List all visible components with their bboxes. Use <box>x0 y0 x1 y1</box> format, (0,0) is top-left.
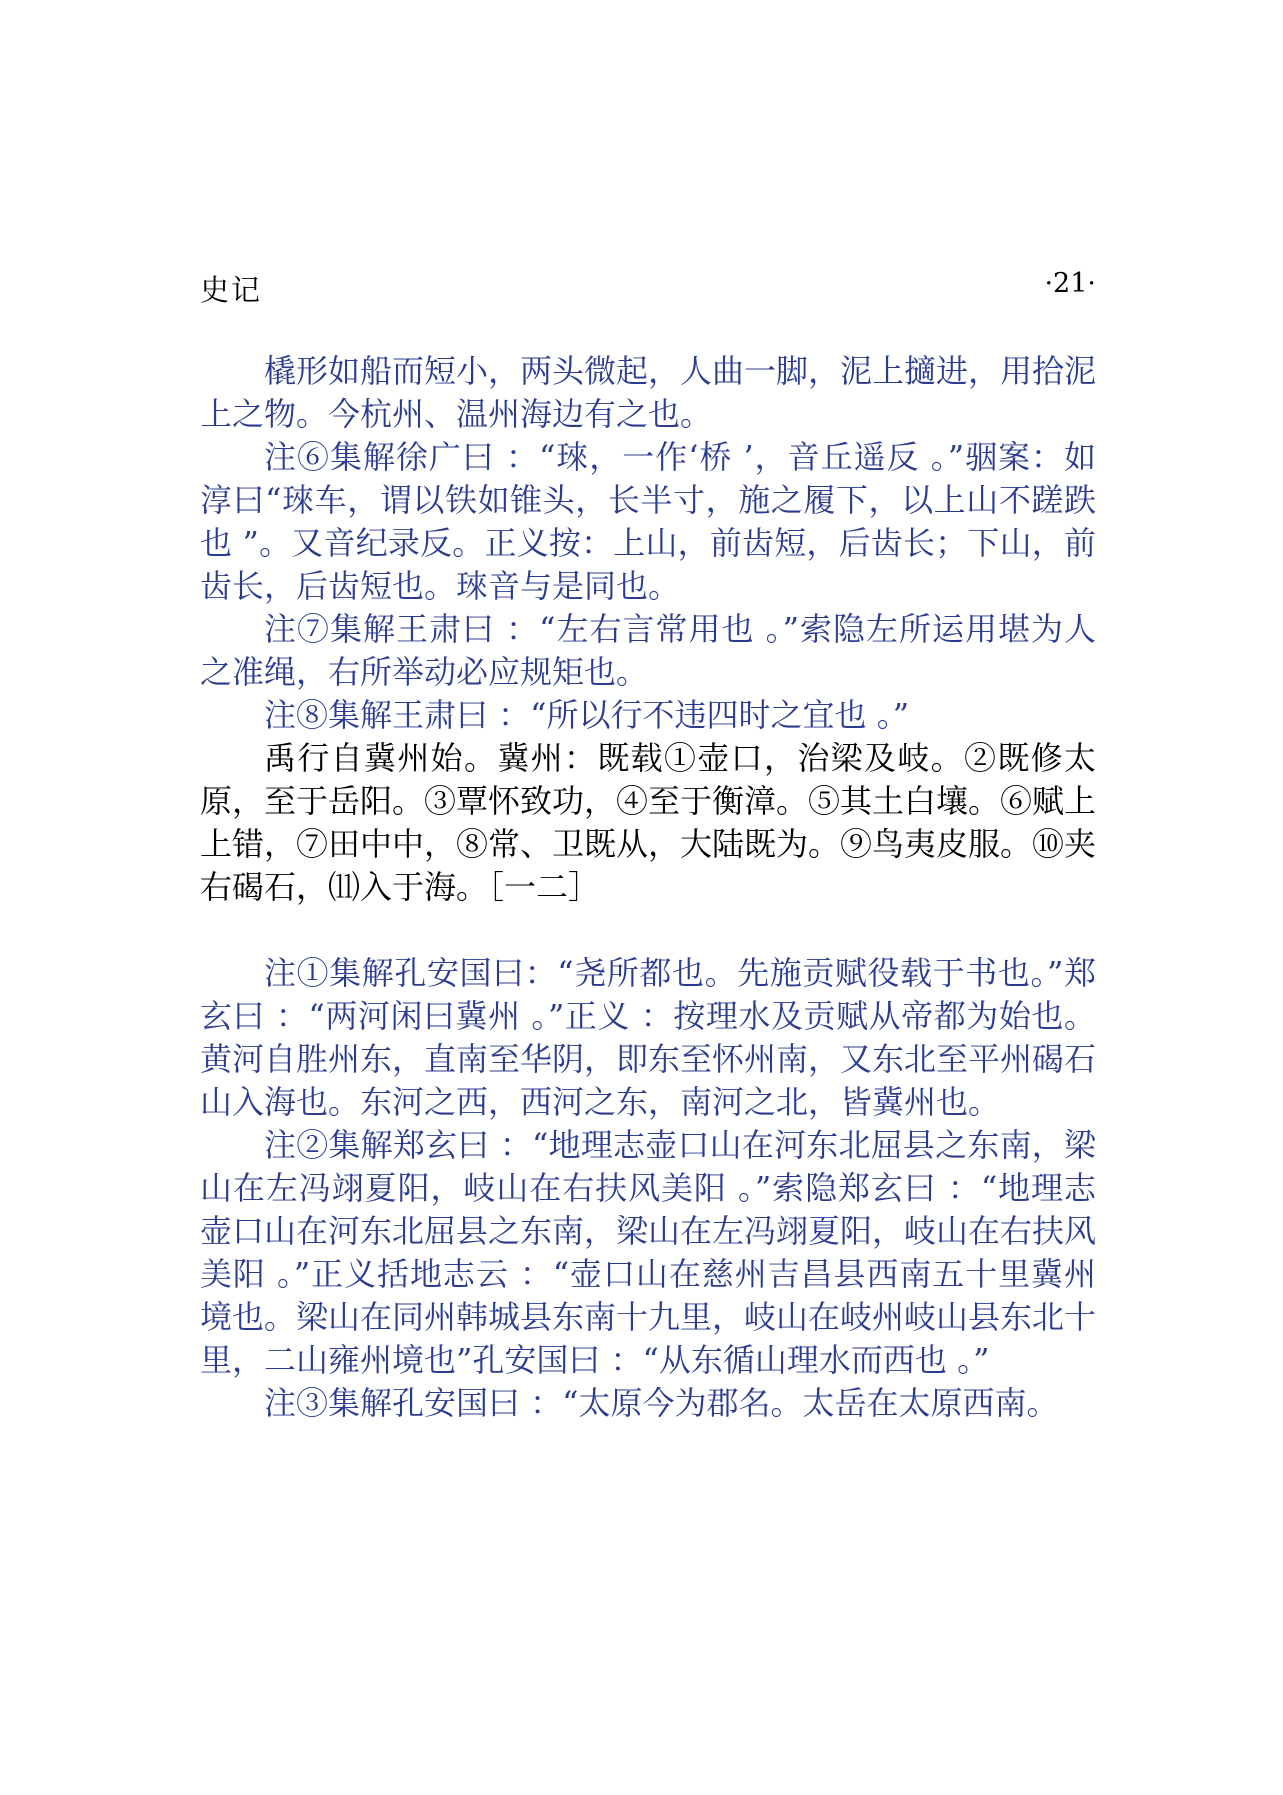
note-paragraph: 注⑧集解王肃曰 ：“所以行不违四时之宜也 。” <box>264 696 910 734</box>
note-paragraph: 注⑦集解王肃曰 ：“左右言常用也 。”索隐左所运用堪为人之准绳，右所举动必应规矩也。 <box>200 610 1096 691</box>
page-header <box>200 268 1096 308</box>
note-paragraph: 注②集解郑玄曰 ：“地理志壶口山在河东北屈县之东南，梁山在左冯翊夏阳，岐山在右扶风美阳 。”索隐郑玄曰 ：“地理志壶口山在河东北屈县之东南，梁山在左冯翊夏阳，岐山在右扶风美阳 。”正义括地志云 ：“壶口山在慈州吉昌县西南五十里冀州境也。梁山在同州韩城县东南十九里，岐山在岐州岐山县东北十里，二山雍州境也”孔安国曰 ：“从东循山理水而西也 。” <box>200 1126 1097 1379</box>
paragraph-gap <box>200 909 1096 952</box>
note-paragraph: 注③集解孔安国曰 ：“太原今为郡名。太岳在太原西南。 <box>264 1384 1059 1422</box>
page-number: ·21· <box>1044 268 1096 299</box>
note-paragraph: 注①集解孔安国曰：“尧所都也。先施贡赋役载于书也。”郑玄曰 ：“两河闲曰冀州 。”正义 ：按理水及贡赋从帝都为始也。黄河自胜州东，直南至华阴，即东至怀州南，又东北至平州碣石山入海也。东河之西，西河之东，南河之北，皆冀州也。 <box>200 954 1097 1121</box>
note-paragraph: 橇形如船而短小，两头微起，人曲一脚，泥上擿进，用拾泥上之物。今杭州、温州海边有之也。 <box>200 352 1097 433</box>
page-body <box>200 350 1096 1425</box>
book-title: 史记 <box>200 273 263 307</box>
main-text-paragraph: 禹行自冀州始。冀州：既载①壶口，治梁及岐。②既修太原，至于岳阳。③覃怀致功，④至于衡漳。⑤其土白壤。⑥赋上上错，⑦田中中，⑧常、卫既从，大陆既为。⑨鸟夷皮服。⑩夹右碣石，⑾入于海。［一二］ <box>200 739 1097 906</box>
note-paragraph: 注⑥集解徐广曰 ：“琜，一作‘桥 ’，音丘遥反 。”骃案：如淳曰“琜车，谓以铁如锥头，长半寸，施之履下，以上山不蹉跌也 ”。又音纪录反。正义按：上山，前齿短，后齿长；下山，前齿长，后齿短也。琜音与是同也。 <box>200 438 1096 605</box>
